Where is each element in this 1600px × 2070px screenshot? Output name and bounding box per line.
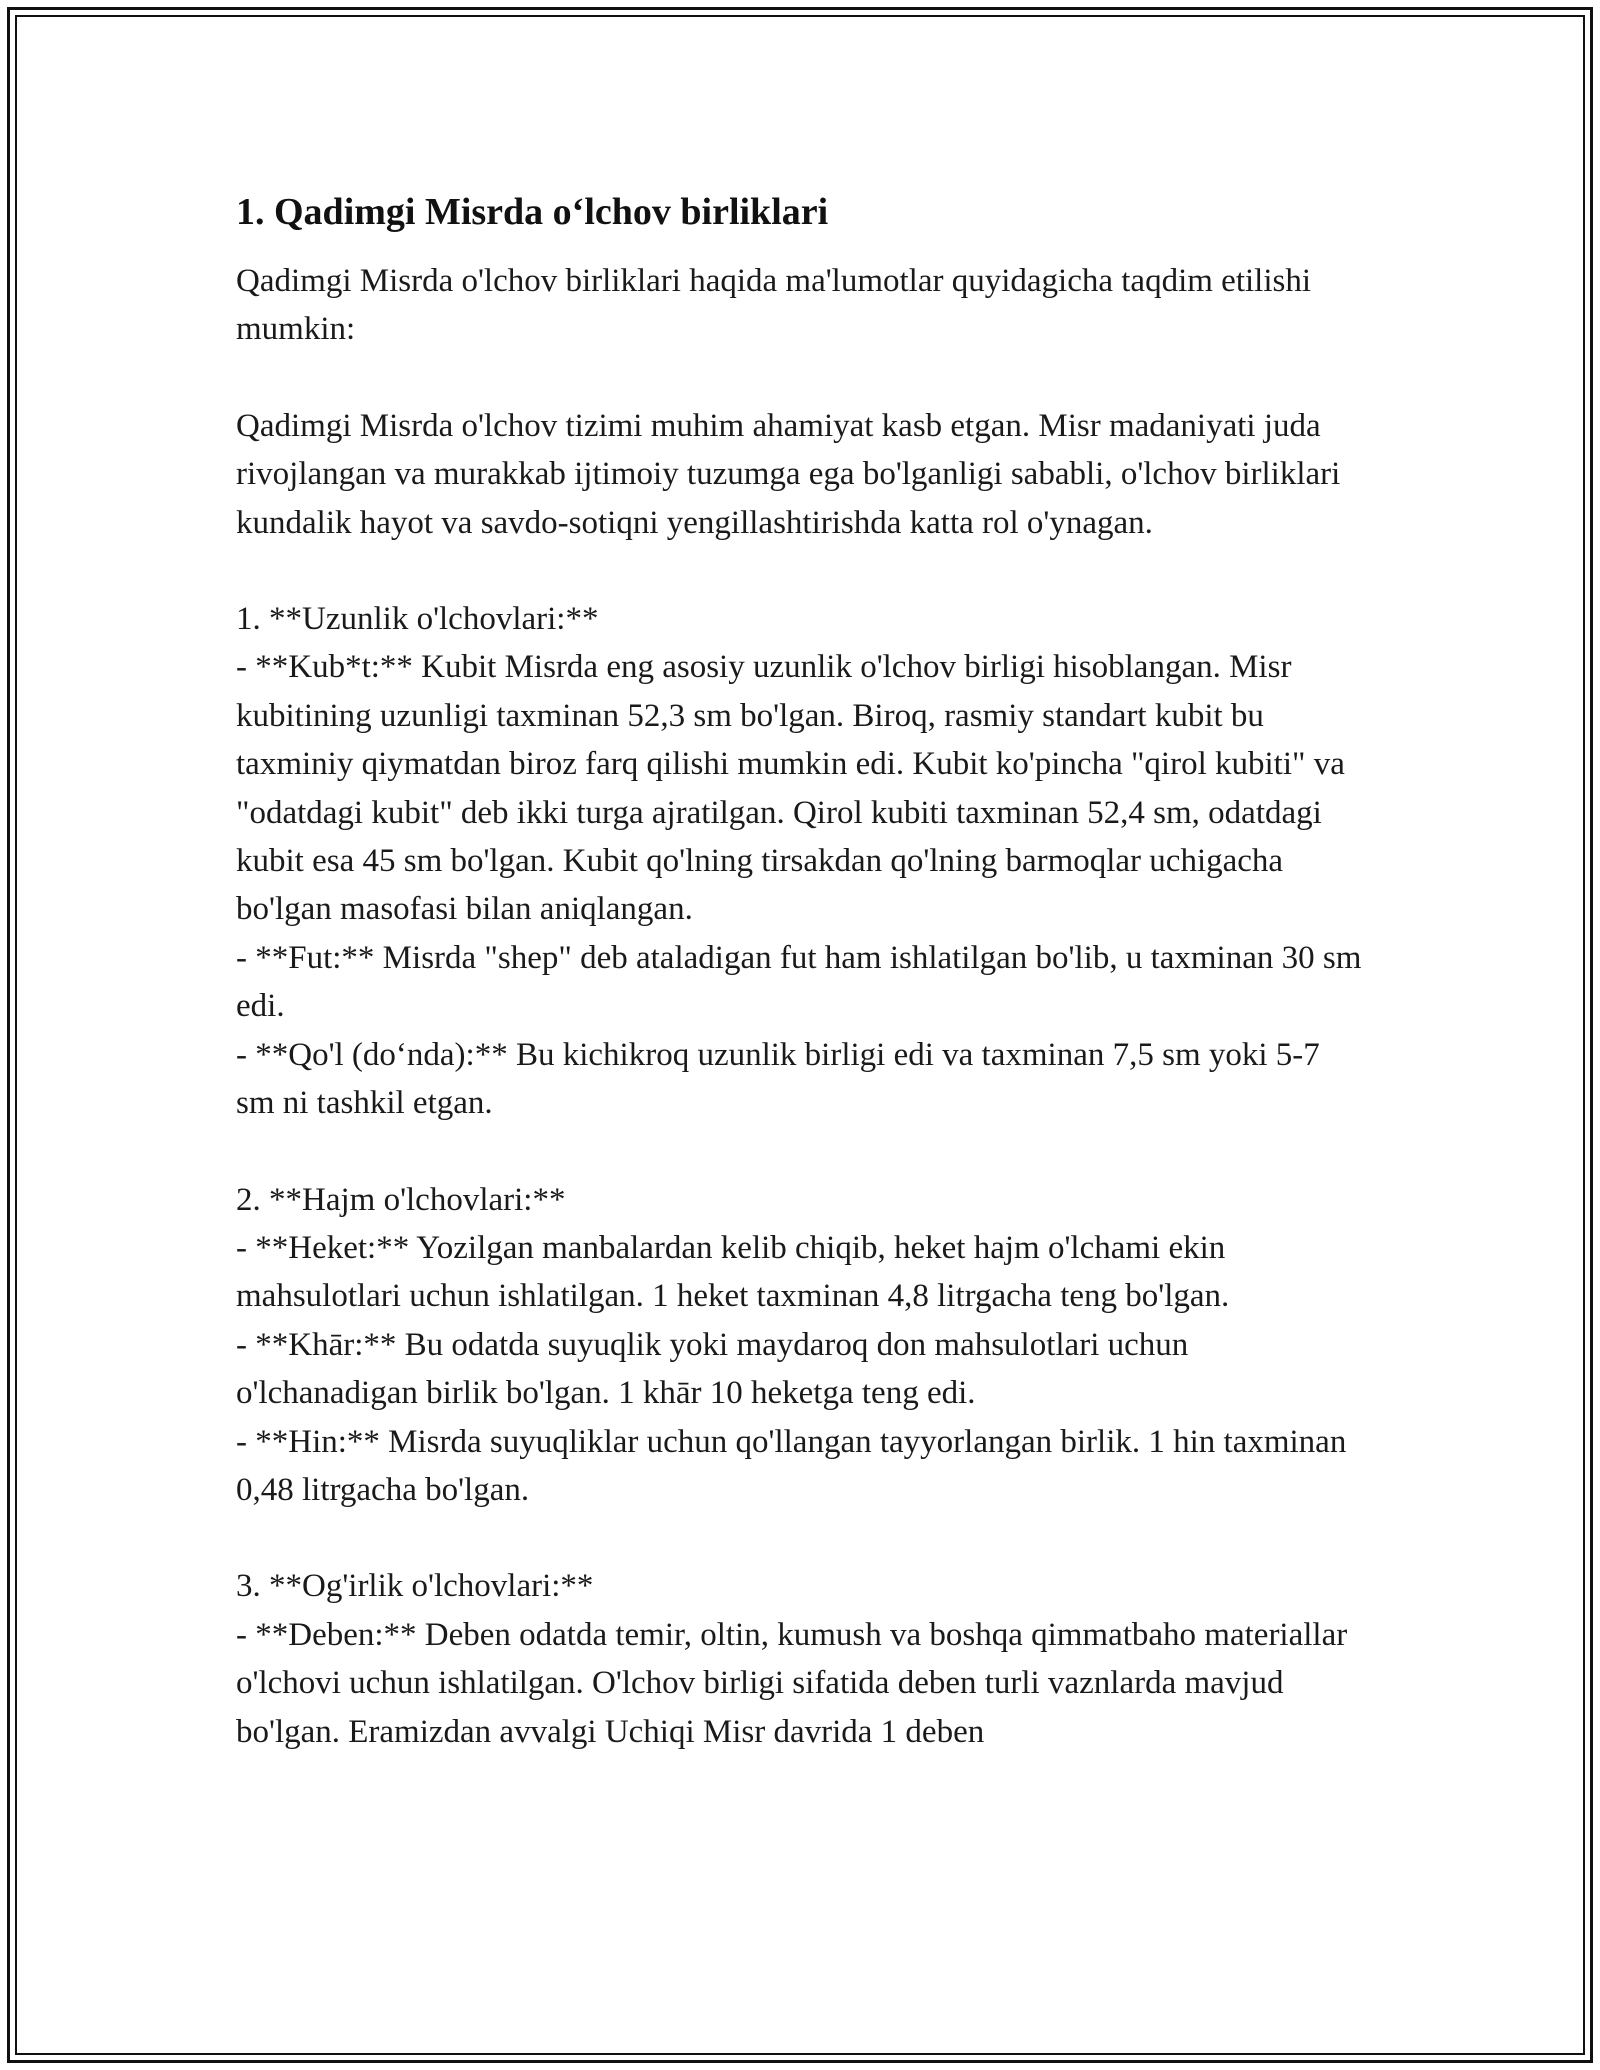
overview-paragraph: Qadimgi Misrda o'lchov tizimi muhim ahamiyat kasb etgan. Misr madaniyati juda rivojlangan va murakkab ijtimoiy tuzumga ega bo'lganligi sababli, o'lchov birliklari kundalik hayot va savdo-sotiqni yengillashtirishda katta rol o'ynagan. — [236, 407, 1341, 541]
volume-units-section: 2. **Hajm o'lchovlari:** - **Heket:** Yozilgan manbalardan kelib chiqib, heket hajm o'lchami ekin mahsulotlari uchun ishlatilgan. 1 heket taxminan 4,8 litrgacha teng bo'lgan. - **Khār:** Bu odatda suyuqlik yoki maydaroq don mahsulotlari uchun o'lchanadigan birlik bo'lgan. 1 khār 10 heketga teng edi. - **Hin:** Misrda suyuqliklar uchun qo'llangan tayyorlangan birlik. 1 hin taxminan 0,48 litrgacha bo'lgan. — [236, 1181, 1347, 1508]
document-body — [236, 186, 1366, 1756]
section-heading: 1. Qadimgi Misrda o‘lchov birliklari — [236, 191, 829, 233]
intro-paragraph: Qadimgi Misrda o'lchov birliklari haqida ma'lumotlar quyidagicha taqdim etilishi mumkin: — [236, 263, 1311, 348]
weight-units-section: 3. **Og'irlik o'lchovlari:** - **Deben:** Deben odatda temir, oltin, kumush va boshqa qimmatbaho materiallar o'lchovi uchun ishlatilgan. O'lchov birligi sifatida deben turli vaznlarda mavjud bo'lgan. Eramizdan avvalgi Uchiqi Misr davrida 1 deben — [236, 1568, 1348, 1750]
length-units-section: 1. **Uzunlik o'lchovlari:** - **Kub*t:** Kubit Misrda eng asosiy uzunlik o'lchov birligi hisoblangan. Misr kubitining uzunligi taxminan 52,3 sm bo'lgan. Biroq, rasmiy standart kubit bu taxminiy qiymatdan biroz farq qilishi mumkin edi. Kubit ko'pincha "qirol kubiti" va "odatdagi kubit" deb ikki turga ajratilgan. Qirol kubiti taxminan 52,4 sm, odatdagi kubit esa 45 sm bo'lgan. Kubit qo'lning tirsakdan qo'lning barmoqlar uchigacha bo'lgan masofasi bilan aniqlangan. - **Fut:** Misrda "shep" deb ataladigan fut ham ishlatilgan bo'lib, u taxminan 30 sm edi. - **Qo'l (do‘nda):** Bu kichikroq uzunlik birligi edi va taxminan 7,5 sm yoki 5-7 sm ni tashkil etgan. — [236, 601, 1362, 1122]
